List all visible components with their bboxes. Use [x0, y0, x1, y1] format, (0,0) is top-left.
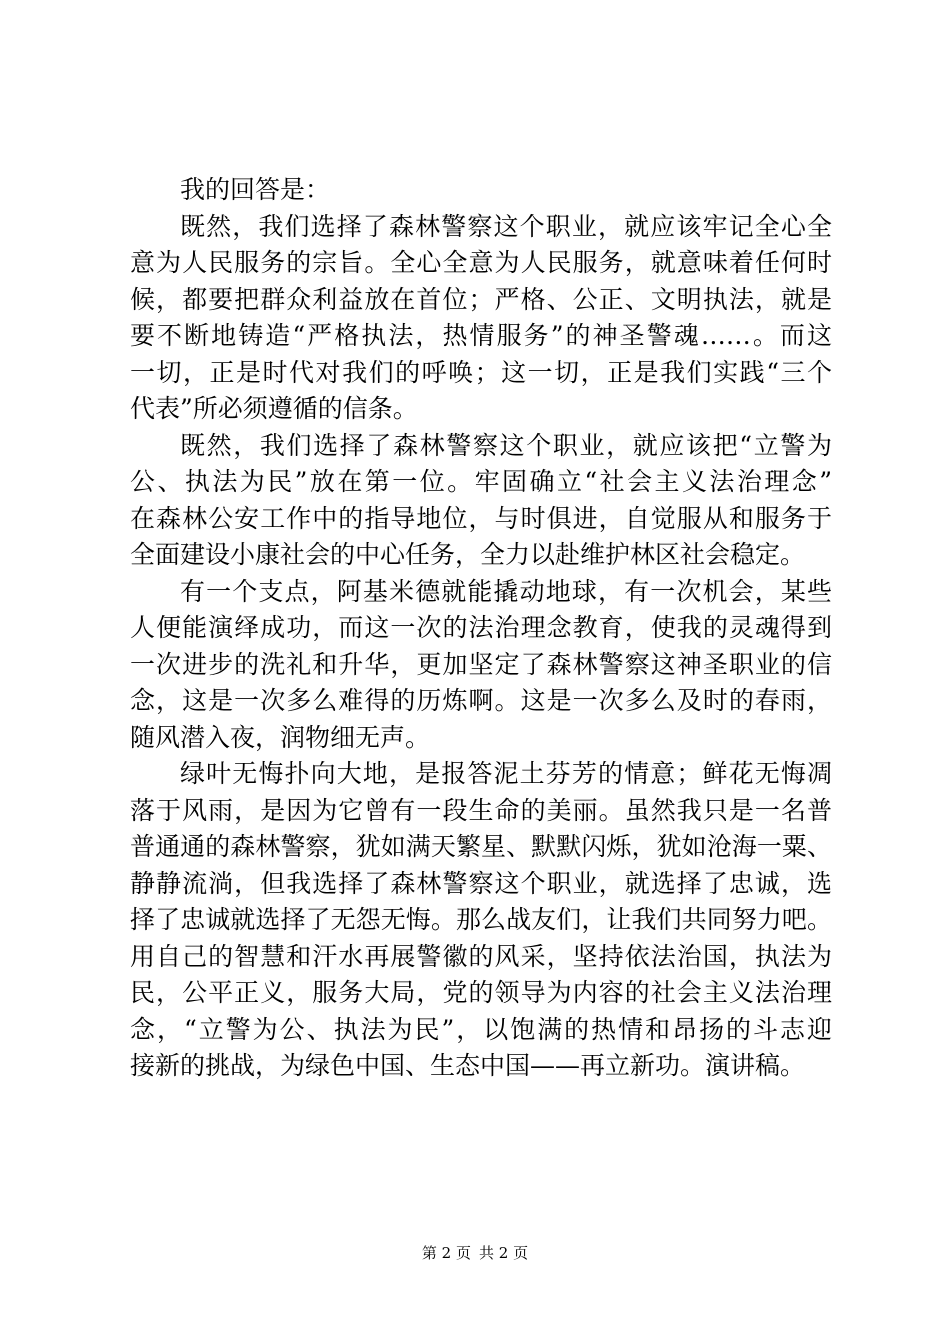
text-line: 公、执法为民”放在第一位。牢固确立“社会主义法治理念” [130, 467, 832, 496]
text-line: 在森林公安工作中的指导地位，与时俱进，自觉服从和服务于 [130, 503, 832, 533]
text-line: 接新的挑战，为绿色中国、生态中国——再立新功。演讲稿。 [130, 1051, 806, 1080]
text-line: 念，“立警为公、执法为民”，以饱满的热情和昂扬的斗志迎 [130, 1014, 832, 1044]
text-line: 一切，正是时代对我们的呼唤；这一切，正是我们实践“三个 [130, 357, 832, 387]
text-line: 静静流淌，但我选择了森林警察这个职业，就选择了忠诚，选 [130, 868, 832, 898]
text-line: 落于风雨，是因为它曾有一段生命的美丽。虽然我只是一名普 [130, 795, 832, 825]
text-line: 候，都要把群众利益放在首位；严格、公正、文明执法，就是 [130, 284, 832, 314]
text-line: 既然，我们选择了森林警察这个职业，就应该把“立警为 [180, 430, 832, 460]
text-line: 我的回答是： [180, 175, 331, 204]
text-line: 意为人民服务的宗旨。全心全意为人民服务，就意味着任何时 [130, 248, 832, 277]
text-line: 全面建设小康社会的中心任务，全力以赴维护林区社会稳定。 [130, 540, 806, 569]
text-line: 民，公平正义，服务大局，党的领导为内容的社会主义法治理 [130, 978, 832, 1007]
text-line: 用自己的智慧和汗水再展警徽的风采，坚持依法治国，执法为 [130, 941, 832, 971]
text-line: 既然，我们选择了森林警察这个职业，就应该牢记全心全 [180, 211, 832, 241]
text-line: 绿叶无悔扑向大地，是报答泥土芬芳的情意；鲜花无悔凋 [180, 759, 832, 788]
text-line: 一次进步的洗礼和升华，更加坚定了森林警察这神圣职业的信 [130, 649, 832, 679]
page-total: 共 2 页 [479, 1244, 529, 1262]
page-footer [0, 1241, 950, 1265]
text-line: 代表”所必须遵循的信条。 [130, 394, 418, 423]
document-body [130, 172, 832, 1085]
text-line: 人便能演绎成功，而这一次的法治理念教育，使我的灵魂得到 [130, 613, 832, 642]
text-line: 随风潜入夜，润物细无声。 [130, 722, 431, 752]
page-number: 第 2 页 [421, 1244, 471, 1262]
text-line: 有一个支点，阿基米德就能撬动地球，有一次机会，某些 [180, 576, 832, 606]
text-line: 择了忠诚就选择了无怨无悔。那么战友们，让我们共同努力吧。 [130, 905, 832, 934]
text-line: 要不断地铸造“严格执法，热情服务”的神圣警魂……。而这 [130, 321, 832, 350]
text-line: 普通通的森林警察，犹如满天繁星、默默闪烁，犹如沧海一粟、 [130, 832, 832, 861]
text-line: 念，这是一次多么难得的历炼啊。这是一次多么及时的春雨， [130, 686, 832, 715]
